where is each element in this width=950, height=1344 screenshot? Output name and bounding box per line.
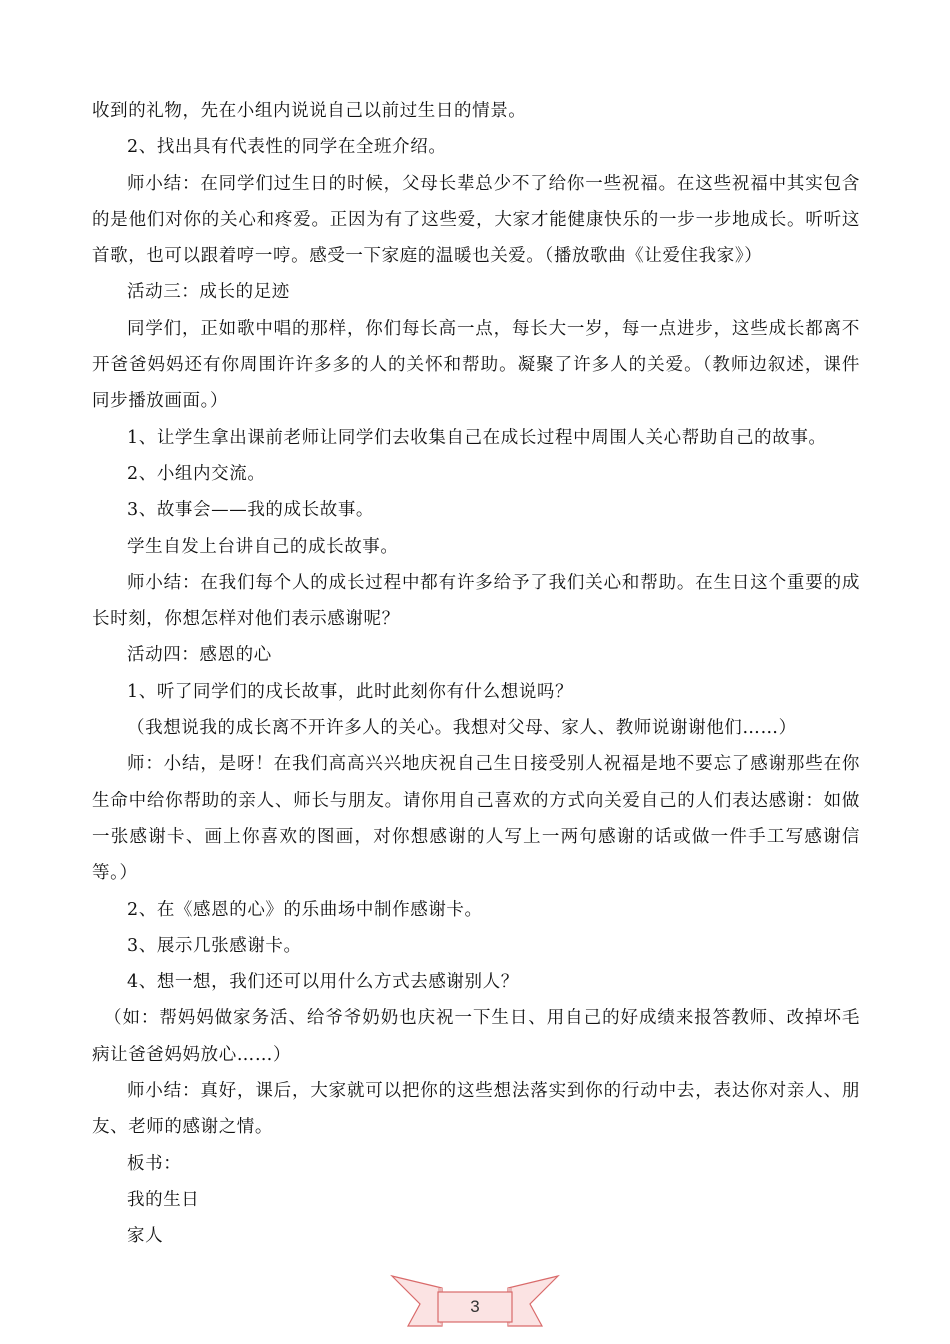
paragraph: 学生自发上台讲自己的成长故事。 <box>127 536 399 557</box>
paragraph: （我想说我的成长离不开许多人的关心。我想对父母、家人、教师说谢谢他们……） <box>127 718 797 739</box>
ribbon-right-tail <box>508 1276 558 1326</box>
board-line: 家人 <box>127 1226 164 1247</box>
ribbon-left-tail <box>392 1276 442 1326</box>
paragraph: 4、想一想，我们还可以用什么方式去感谢别人？ <box>127 972 519 993</box>
paragraph: 师小结：在我们每个人的成长过程中都有许多给予了我们关心和帮助。在生日这个重要的成长时刻，你想怎样对他们表示感谢呢？ <box>92 572 860 630</box>
paragraph: 同学们，正如歌中唱的那样，你们每长高一点，每长大一岁，每一点进步，这些成长都离不开爸爸妈妈还有你周围许许多多的人的关怀和帮助。凝聚了许多人的关爱。（教师边叙述，课件同步播放画面。） <box>92 318 860 412</box>
paragraph: 2、小组内交流。 <box>127 463 266 484</box>
paragraph: 收到的礼物，先在小组内说说自己以前过生日的情景。 <box>92 101 527 121</box>
page-number: 3 <box>470 1297 480 1316</box>
paragraph: 1、听了同学们的戌长故事，此时此刻你有什么想说吗？ <box>127 681 574 702</box>
paragraph: 师小结：真好，课后，大家就可以把你的这些想法落实到你的行动中去，表达你对亲人、朋友、老师的感谢之情。 <box>92 1081 860 1138</box>
paragraph: 3、展示几张感谢卡。 <box>127 935 302 956</box>
paragraph: 2、找出具有代表性的同学在全班介绍。 <box>127 137 447 158</box>
paragraph: 师小结：在同学们过生日的时候，父母长辈总少不了给你一些祝福。在这些祝福中其实包含的是他们对你的关心和疼爱。正因为有了这些爱，大家才能健康快乐的一步一步地成长。听听这首歌，也可以跟着哼一哼。感受一下家庭的温暖也关爱。（播放歌曲《让爱住我家》） <box>92 173 860 267</box>
paragraph: 3、故事会——我的成长故事。 <box>127 500 375 521</box>
paragraph: 师：小结，是呀！在我们高高兴兴地庆祝自己生日接受别人祝福是地不要忘了感谢那些在你生命中给你帮助的亲人、师长与朋友。请你用自己喜欢的方式向关爱自己的人们表达感谢：如做一张感谢卡、画上你喜欢的图画，对你想感谢的人写上一两句感谢的话或做一件手工写感谢信等。） <box>92 754 860 884</box>
paragraph: （如：帮妈妈做家务活、给爷爷奶奶也庆祝一下生日、用自己的好成绩来报答教师、改掉坏毛病让爸爸妈妈放心……） <box>92 1008 860 1065</box>
paragraph: 2、在《感恩的心》的乐曲场中制作感谢卡。 <box>127 899 483 920</box>
board-line: 我的生日 <box>127 1189 200 1210</box>
section-heading: 活动三：成长的足迹 <box>127 282 290 303</box>
paragraph: 1、让学生拿出课前老师让同学们去收集自己在成长过程中周围人关心帮助自己的故事。 <box>127 427 827 448</box>
document-body <box>92 93 860 1255</box>
board-heading: 板书： <box>127 1153 182 1174</box>
section-heading: 活动四：感恩的心 <box>127 645 272 666</box>
